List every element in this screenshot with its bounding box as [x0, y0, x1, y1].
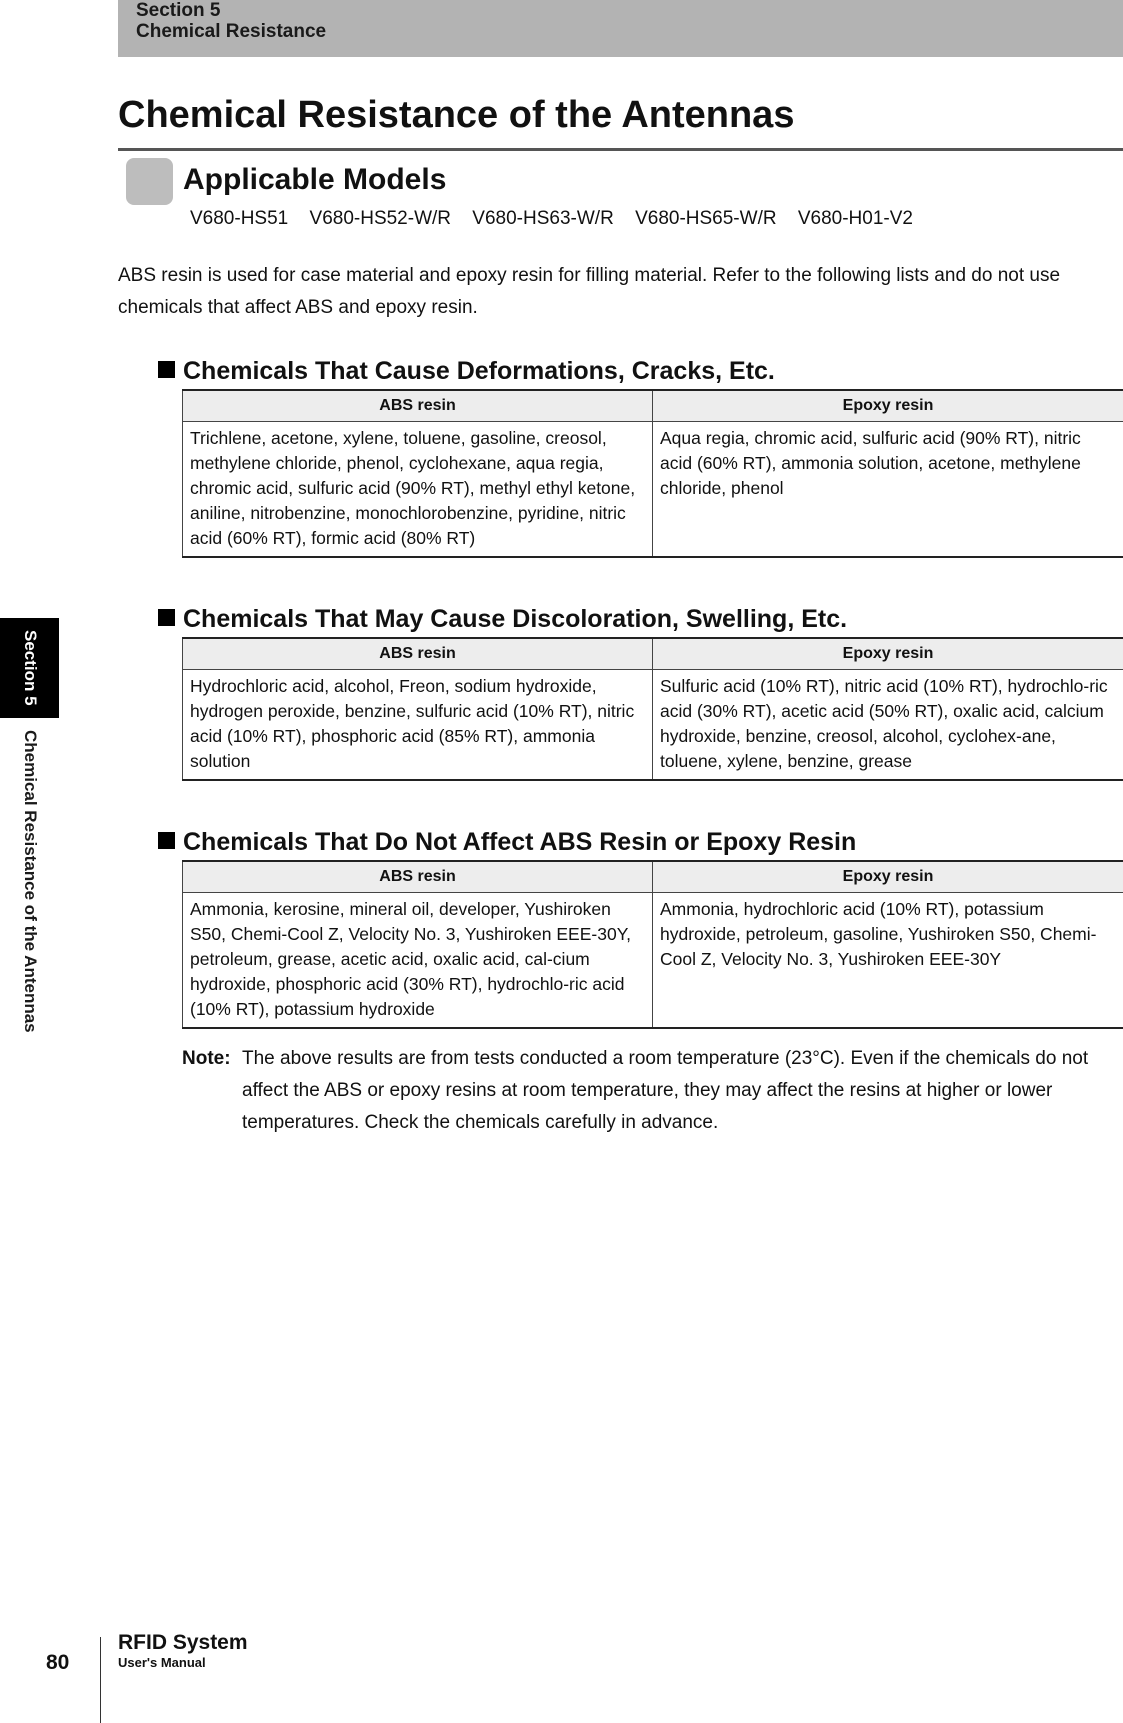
column-header-epoxy: Epoxy resin	[653, 390, 1123, 422]
table-header-row	[183, 638, 1123, 670]
heading-marker-icon	[126, 158, 173, 205]
square-bullet-icon	[158, 361, 175, 378]
table-header-row	[183, 861, 1123, 893]
column-header-abs: ABS resin	[183, 390, 653, 422]
side-section-tab	[0, 618, 59, 718]
column-header-abs: ABS resin	[183, 861, 653, 893]
table-heading-text: Chemicals That Cause Deformations, Cracks, Etc.	[183, 357, 775, 385]
note-label: Note:	[182, 1048, 231, 1069]
section-header-band	[118, 0, 1123, 57]
table-header-row	[183, 390, 1123, 422]
note-text: The above results are from tests conducted a room temperature (23°C). Even if the chemicals do not affect the ABS or epoxy resins at room temperature, they may affect the resins at higher or lower temperatures. Check the chemicals carefully in advance.	[242, 1048, 1089, 1133]
page-number: 80	[46, 1651, 70, 1674]
header-section-title: Chemical Resistance	[136, 21, 327, 42]
epoxy-chemicals-cell: Sulfuric acid (10% RT), nitric acid (10% RT), hydrochlo-ric acid (30% RT), acetic acid (50% RT), oxalic acid, calcium hydroxide, benzine, creosol, alcohol, cyclohex-ane, toluene, xylene, benzine, grease	[653, 670, 1123, 781]
square-bullet-icon	[158, 832, 175, 849]
table-heading-text: Chemicals That May Cause Discoloration, Swelling, Etc.	[183, 605, 848, 633]
note-block	[182, 1043, 1123, 1139]
epoxy-chemicals-cell: Ammonia, hydrochloric acid (10% RT), potassium hydroxide, petroleum, gasoline, Yushiroken S50, Chemi-Cool Z, Velocity No. 3, Yushiroken EEE-30Y	[653, 893, 1123, 1029]
intro-paragraph: ABS resin is used for case material and epoxy resin for filling material. Refer to the following lists and do not use chemicals that affect ABS and epoxy resin.	[118, 265, 1061, 318]
table-row	[183, 670, 1123, 781]
table-heading-deformation	[158, 356, 775, 386]
applicable-models-heading: Applicable Models	[183, 163, 447, 196]
chemical-table-deformation	[182, 389, 1123, 558]
page-title: Chemical Resistance of the Antennas	[118, 94, 795, 136]
square-bullet-icon	[158, 609, 175, 626]
table-row	[183, 422, 1123, 558]
model-list	[190, 207, 929, 231]
side-tab-label: Section 5	[21, 630, 40, 706]
abs-chemicals-cell: Trichlene, acetone, xylene, toluene, gasoline, creosol, methylene chloride, phenol, cyclohexane, aqua regia, chromic acid, sulfuric acid (90% RT), methyl ethyl ketone, aniline, nitrobenzine, monochlorobenzine, pyridine, nitric acid (60% RT), formic acid (80% RT)	[183, 422, 653, 558]
model-item: V680-HS65-W/R	[635, 208, 777, 229]
footer-manual-title: RFID System	[118, 1631, 248, 1654]
epoxy-chemicals-cell: Aqua regia, chromic acid, sulfuric acid (90% RT), nitric acid (60% RT), ammonia solution, acetone, methylene chloride, phenol	[653, 422, 1123, 558]
column-header-epoxy: Epoxy resin	[653, 638, 1123, 670]
table-heading-discoloration	[158, 604, 847, 634]
footer-divider	[100, 1637, 101, 1723]
model-item: V680-HS51	[190, 208, 289, 229]
chemical-table-discoloration	[182, 637, 1123, 781]
header-section-label: Section 5	[136, 0, 221, 21]
model-item: V680-HS63-W/R	[472, 208, 614, 229]
column-header-epoxy: Epoxy resin	[653, 861, 1123, 893]
abs-chemicals-cell: Ammonia, kerosine, mineral oil, developer, Yushiroken S50, Chemi-Cool Z, Velocity No. 3, Yushiroken EEE-30Y, petroleum, grease, acetic acid, oxalic acid, cal-cium hydroxide, phosphoric acid (30% RT), hydrochlo-ric acid (10% RT), potassium hydroxide	[183, 893, 653, 1029]
side-section-title: Chemical Resistance of the Antennas	[21, 730, 40, 1033]
table-heading-text: Chemicals That Do Not Affect ABS Resin or Epoxy Resin	[183, 828, 857, 856]
title-divider	[118, 148, 1123, 151]
table-row	[183, 893, 1123, 1029]
chemical-table-no-effect	[182, 860, 1123, 1029]
column-header-abs: ABS resin	[183, 638, 653, 670]
footer-manual-subtitle: User's Manual	[118, 1655, 206, 1670]
abs-chemicals-cell: Hydrochloric acid, alcohol, Freon, sodium hydroxide, hydrogen peroxide, benzine, sulfuric acid (10% RT), nitric acid (10% RT), phosphoric acid (85% RT), ammonia solution	[183, 670, 653, 781]
model-item: V680-HS52-W/R	[309, 208, 452, 229]
table-heading-no-effect	[158, 827, 856, 857]
model-item: V680-H01-V2	[797, 208, 913, 229]
